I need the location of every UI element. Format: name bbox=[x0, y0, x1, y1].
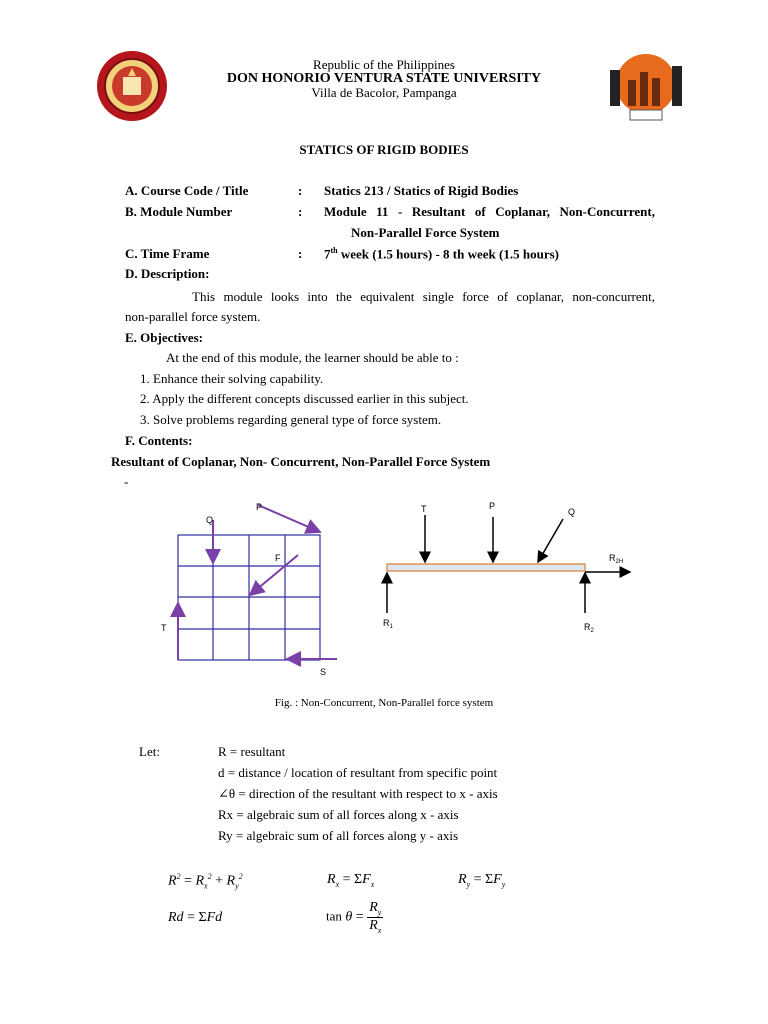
objectives-heading: E. Objectives: bbox=[125, 330, 203, 345]
formula-tan-theta: tan θ = $\frac{R_y}{R_x}$ bbox=[326, 900, 382, 935]
time-frame-week-number: 7 bbox=[324, 246, 331, 262]
force-q-arrow bbox=[538, 519, 563, 562]
objectives-intro: At the end of this module, the learner should be able to : bbox=[166, 350, 459, 365]
formula-rx-sum: $R_x = \Sigma F_x$ bbox=[327, 872, 375, 889]
course-code-colon: : bbox=[298, 183, 303, 198]
force-f-arrow bbox=[250, 555, 298, 595]
contents-heading: F. Contents: bbox=[125, 433, 193, 448]
module-number-value-line1: Module 11 - Resultant of Coplanar, Non-Concurrent, bbox=[324, 204, 655, 219]
course-code-value: Statics 213 / Statics of Rigid Bodies bbox=[324, 183, 519, 198]
label-s: S bbox=[320, 667, 327, 677]
module-number-colon: : bbox=[298, 204, 303, 219]
formula-moment: Rd = ΣFd bbox=[168, 910, 223, 925]
label-r2: $R_2$ bbox=[584, 622, 594, 634]
formula-resultant-magnitude: $R^2 = R_x^2 + R_y^2$ bbox=[168, 872, 243, 891]
course-code-label: A. Course Code / Title bbox=[125, 183, 249, 198]
label-f: F bbox=[275, 553, 281, 563]
contents-topic: Resultant of Coplanar, Non- Concurrent, Non-Parallel Force System bbox=[111, 454, 491, 469]
header-location: Villa de Bacolor, Pampanga bbox=[311, 85, 457, 100]
grid-lines bbox=[178, 535, 320, 660]
force-p-arrow bbox=[258, 505, 320, 532]
objective-item-2: 2. Apply the different concepts discussed earlier in this subject. bbox=[140, 391, 469, 406]
definition-distance: d = distance / location of resultant from specific point bbox=[218, 765, 498, 780]
time-frame-colon: : bbox=[298, 246, 303, 261]
module-number-label: B. Module Number bbox=[125, 204, 233, 219]
beam bbox=[387, 564, 585, 571]
definition-direction: ∠θ = direction of the resultant with respect to x - axis bbox=[218, 786, 498, 801]
header-republic: Republic of the Philippines bbox=[313, 57, 455, 72]
figure-caption: Fig. : Non-Concurrent, Non-Parallel force system bbox=[274, 697, 494, 709]
time-frame-label: C. Time Frame bbox=[125, 246, 210, 261]
let-label: Let: bbox=[139, 744, 160, 759]
module-number-value-line2: Non-Parallel Force System bbox=[351, 225, 500, 240]
definition-ry: Ry = algebraic sum of all forces along y - axis bbox=[218, 828, 459, 843]
description-heading: D. Description: bbox=[125, 266, 210, 281]
label-q: Q bbox=[206, 515, 214, 525]
label-r1: $R_1$ bbox=[383, 618, 393, 630]
grid-force-diagram bbox=[150, 495, 350, 680]
beam-force-diagram bbox=[375, 495, 645, 645]
time-frame-rest: week (1.5 hours) - 8 th week (1.5 hours) bbox=[337, 246, 559, 262]
time-frame-value bbox=[324, 246, 559, 262]
objective-item-3: 3. Solve problems regarding general type of force system. bbox=[140, 412, 442, 427]
label-r2h: $R_{2H}$ bbox=[609, 553, 624, 565]
label-p: P bbox=[489, 501, 496, 511]
label-q: Q bbox=[568, 507, 576, 517]
header-university-name: DON HONORIO VENTURA STATE UNIVERSITY bbox=[226, 71, 542, 86]
description-line2: non-parallel force system. bbox=[125, 309, 261, 324]
label-p: P bbox=[256, 502, 263, 512]
page-title: STATICS OF RIGID BODIES bbox=[299, 142, 469, 157]
definition-rx: Rx = algebraic sum of all forces along x - axis bbox=[218, 807, 459, 822]
formula-ry-sum: $R_y = \Sigma F_y$ bbox=[458, 872, 506, 889]
description-line1: This module looks into the equivalent single force of coplanar, non-concurrent, bbox=[192, 289, 655, 304]
label-t: T bbox=[161, 623, 167, 633]
time-frame-week-suffix: th bbox=[330, 246, 338, 255]
contents-dash: - bbox=[124, 474, 129, 489]
objective-item-1: 1. Enhance their solving capability. bbox=[140, 371, 324, 386]
definition-resultant: R = resultant bbox=[218, 744, 286, 759]
label-t: T bbox=[421, 504, 427, 514]
